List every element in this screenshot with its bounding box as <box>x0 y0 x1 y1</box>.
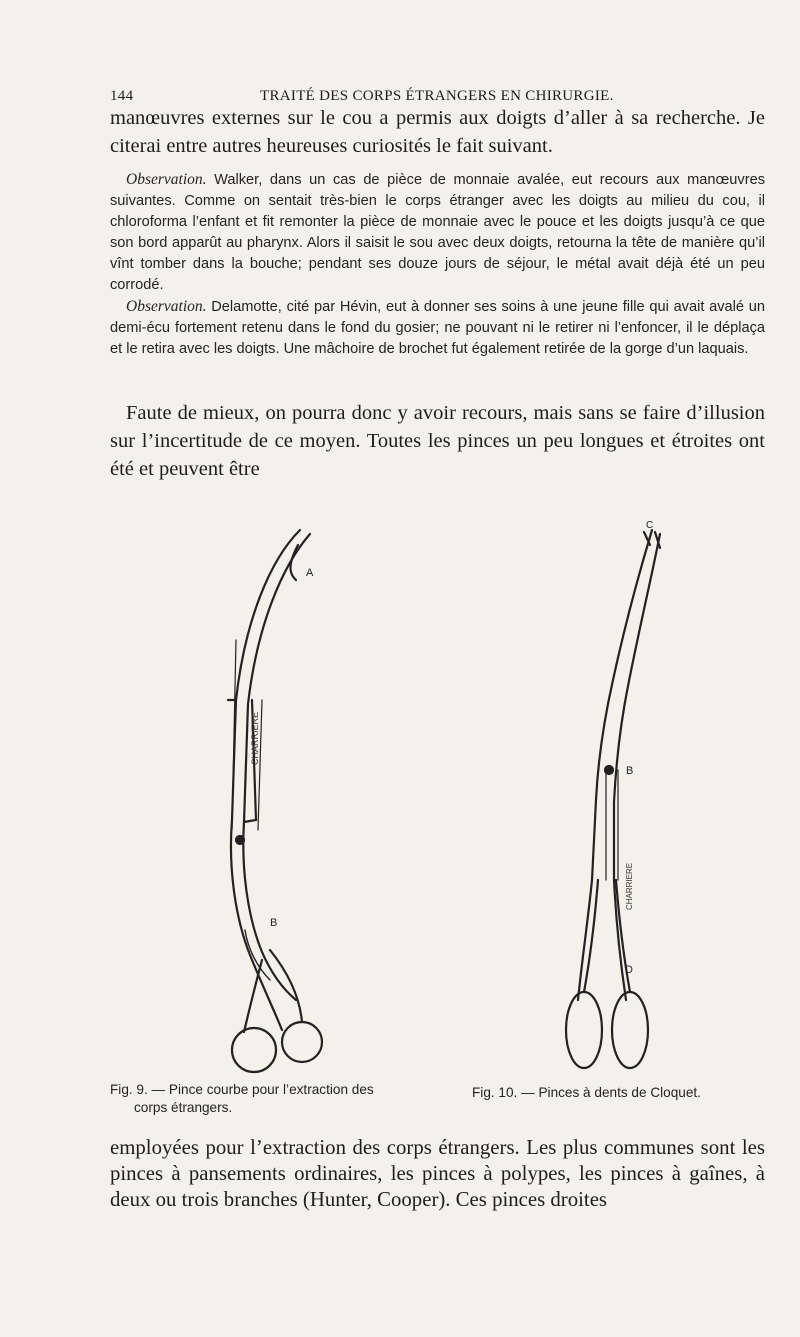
fig10-letter-b: B <box>626 765 634 777</box>
observation-text: Walker, dans un cas de pièce de monnaie avalée, eut recours aux manœuvres suivantes. Comme on sentait très-bien le corps étranger avec les doigts au milieu du cou, il chloroforma l’enfant et fit remonter la pièce de monnaie avec le pouce et les doigts jusqu’à ce que son bord apparût au pharynx. Alors il saisit le sou avec deux doigts, retourna la tête de manière qu’il vînt tomber dans la bouche; pendant ses douze jours de séjour, le métal avait déjà été un peu corrodé. <box>110 172 765 293</box>
fig9-caption-line1: Fig. 9. — Pince courbe pour l’extraction des <box>110 1082 374 1097</box>
fig10-letter-d: D <box>625 964 633 976</box>
observation-label: Observation. <box>126 298 207 315</box>
fig10-maker-mark: CHARRIERE <box>625 862 634 910</box>
fig9-maker-mark: CHARRIERE <box>250 711 260 765</box>
observation-text: Delamotte, cité par Hévin, eut à donner ses soins à une jeune fille qui avait avalé un demi-écu fortement retenu dans le fond du gosier; ne pouvant ni le retirer ni l’enfoncer, il le déplaça et le retira avec les doigts. Une mâchoire de brochet fut également retirée de la gorge d’un laquais. <box>110 299 765 357</box>
middle-paragraph: Faute de mieux, on pourra donc y avoir recours, mais sans se faire d’illusion sur l’incertitude de ce moyen. Toutes les pinces un peu longues et étroites ont été et peuvent être <box>110 402 765 480</box>
fig9-letter-a: A <box>306 567 314 579</box>
fig9-caption <box>110 1081 374 1117</box>
fig9-caption-line2: corps étrangers. <box>134 1100 233 1115</box>
closing-paragraph: employées pour l’extraction des corps étrangers. Les plus communes sont les pinces à pansements ordinaires, les pinces à polypes, les pinces à gaînes, à deux ou trois branches (Hunter, Cooper). Ces pinces droites <box>110 1136 765 1211</box>
page-number: 144 <box>110 88 134 104</box>
fig10-cloquet-forceps <box>566 530 660 1068</box>
fig10-caption <box>472 1084 701 1102</box>
running-title: TRAITÉ DES CORPS ÉTRANGERS EN CHIRURGIE. <box>260 88 614 104</box>
fig10-letter-c: C <box>646 520 654 531</box>
fig10-caption-line1: Fig. 10. — Pinces à dents de Cloquet. <box>472 1085 701 1100</box>
intro-paragraph: manœuvres externes sur le cou a permis aux doigts d’aller à sa recherche. Je citerai entre autres heureuses curiosités le fait suivant. <box>110 107 765 157</box>
fig9-curved-forceps <box>228 530 322 1072</box>
fig9-letter-b: B <box>270 917 278 929</box>
observation-label: Observation. <box>126 171 207 188</box>
